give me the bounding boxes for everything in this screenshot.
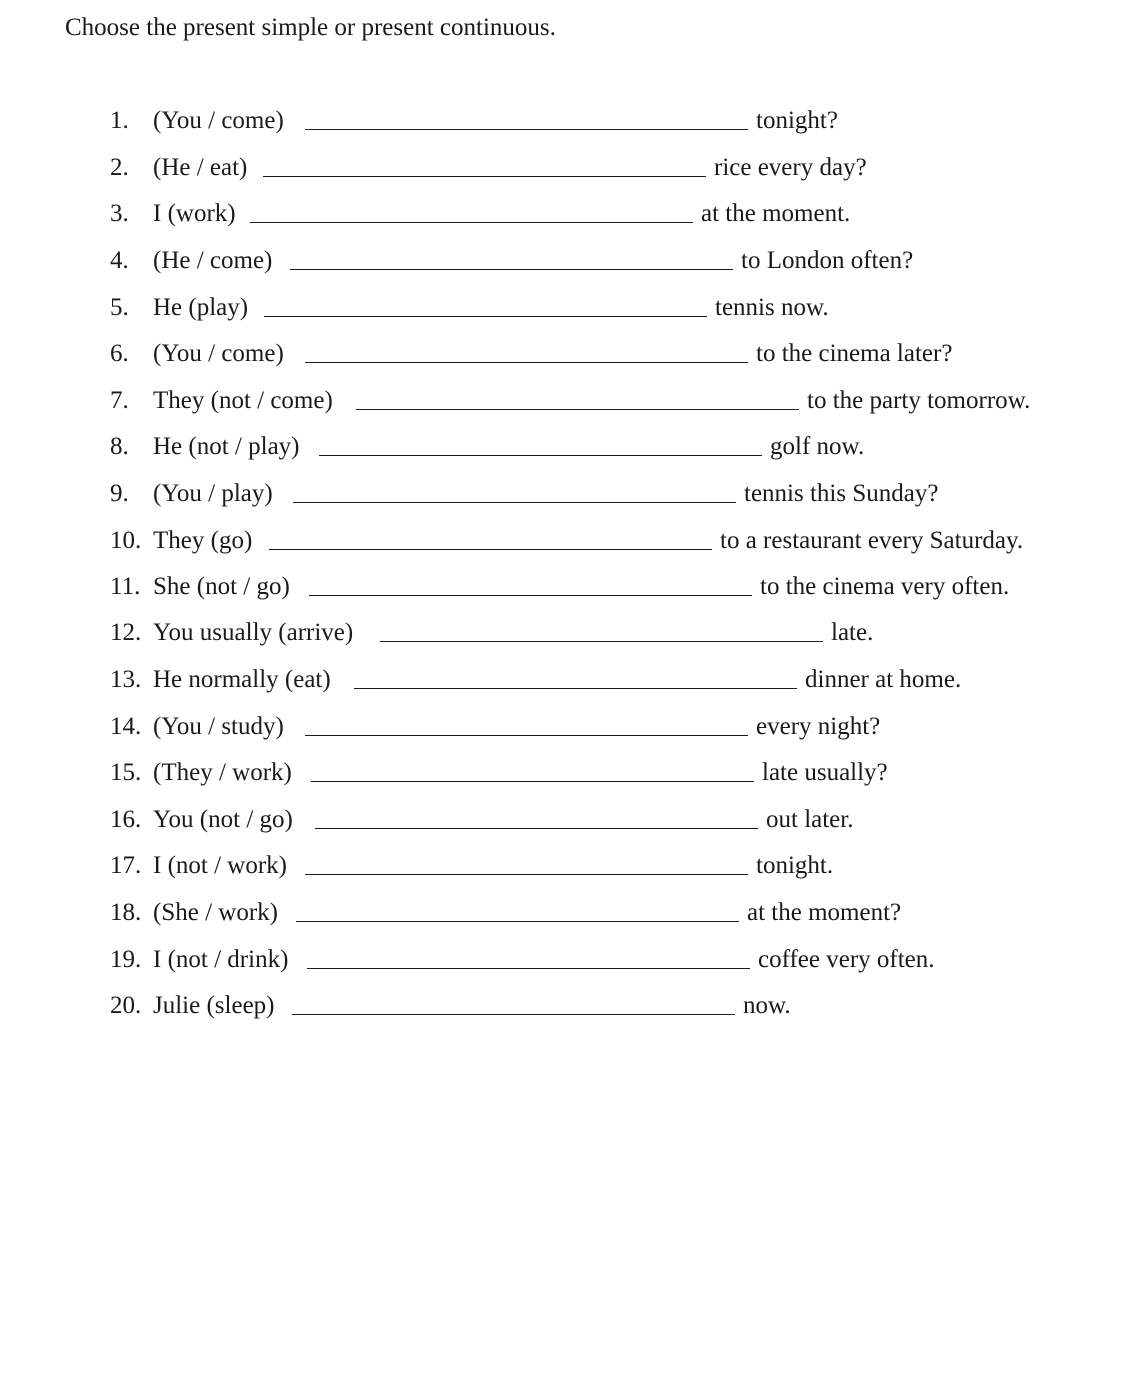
answer-blank[interactable] bbox=[263, 176, 706, 177]
item-ending: tonight? bbox=[756, 107, 838, 134]
exercise-item bbox=[0, 569, 1125, 605]
item-ending: late usually? bbox=[762, 759, 888, 786]
instruction-heading: Choose the present simple or present continuous. bbox=[65, 14, 556, 41]
item-prompt: He (not / play) bbox=[153, 433, 300, 460]
answer-blank[interactable] bbox=[311, 781, 754, 782]
exercise-item bbox=[0, 662, 1125, 698]
answer-blank[interactable] bbox=[319, 455, 762, 456]
answer-blank[interactable] bbox=[307, 968, 750, 969]
item-ending: tonight. bbox=[756, 852, 834, 879]
exercise-item bbox=[0, 336, 1125, 372]
exercise-item bbox=[0, 988, 1125, 1024]
item-ending: dinner at home. bbox=[805, 666, 962, 693]
item-ending: to the party tomorrow. bbox=[807, 387, 1031, 414]
answer-blank[interactable] bbox=[356, 409, 799, 410]
item-number: 7. bbox=[110, 387, 129, 414]
item-number: 5. bbox=[110, 294, 129, 321]
answer-blank[interactable] bbox=[296, 921, 739, 922]
item-ending: tennis this Sunday? bbox=[744, 480, 939, 507]
answer-blank[interactable] bbox=[305, 129, 748, 130]
item-prompt: (You / come) bbox=[153, 340, 284, 367]
answer-blank[interactable] bbox=[292, 1014, 735, 1015]
item-number: 17. bbox=[110, 852, 142, 879]
item-prompt: They (not / come) bbox=[153, 387, 333, 414]
item-number: 2. bbox=[110, 154, 129, 181]
item-ending: coffee very often. bbox=[758, 946, 935, 973]
answer-blank[interactable] bbox=[380, 641, 823, 642]
exercise-item bbox=[0, 942, 1125, 978]
exercise-item bbox=[0, 383, 1125, 419]
item-prompt: I (not / work) bbox=[153, 852, 287, 879]
item-number: 12. bbox=[110, 619, 142, 646]
item-ending: tennis now. bbox=[715, 294, 829, 321]
answer-blank[interactable] bbox=[305, 362, 748, 363]
item-prompt: You usually (arrive) bbox=[153, 619, 354, 646]
exercise-item bbox=[0, 476, 1125, 512]
exercise-item bbox=[0, 150, 1125, 186]
item-ending: at the moment? bbox=[747, 899, 902, 926]
answer-blank[interactable] bbox=[305, 874, 748, 875]
item-prompt: He (play) bbox=[153, 294, 249, 321]
exercise-item bbox=[0, 895, 1125, 931]
item-number: 8. bbox=[110, 433, 129, 460]
item-number: 1. bbox=[110, 107, 129, 134]
item-prompt: (They / work) bbox=[153, 759, 292, 786]
item-ending: rice every day? bbox=[714, 154, 867, 181]
item-ending: now. bbox=[743, 992, 791, 1019]
exercise-item bbox=[0, 196, 1125, 232]
exercise-item bbox=[0, 615, 1125, 651]
item-ending: every night? bbox=[756, 713, 881, 740]
item-prompt: (She / work) bbox=[153, 899, 278, 926]
exercise-item bbox=[0, 243, 1125, 279]
item-prompt: (You / come) bbox=[153, 107, 284, 134]
item-ending: late. bbox=[831, 619, 874, 646]
item-number: 15. bbox=[110, 759, 142, 786]
answer-blank[interactable] bbox=[305, 735, 748, 736]
answer-blank[interactable] bbox=[309, 595, 752, 596]
exercise-item bbox=[0, 709, 1125, 745]
item-prompt: He normally (eat) bbox=[153, 666, 331, 693]
item-ending: to the cinema very often. bbox=[760, 573, 1010, 600]
exercise-item bbox=[0, 429, 1125, 465]
answer-blank[interactable] bbox=[269, 549, 712, 550]
item-number: 14. bbox=[110, 713, 142, 740]
item-ending: golf now. bbox=[770, 433, 865, 460]
exercise-item bbox=[0, 290, 1125, 326]
item-number: 4. bbox=[110, 247, 129, 274]
exercise-item bbox=[0, 103, 1125, 139]
item-number: 20. bbox=[110, 992, 142, 1019]
item-ending: at the moment. bbox=[701, 200, 851, 227]
item-number: 6. bbox=[110, 340, 129, 367]
answer-blank[interactable] bbox=[250, 222, 693, 223]
item-prompt: I (work) bbox=[153, 200, 236, 227]
item-number: 3. bbox=[110, 200, 129, 227]
item-ending: to London often? bbox=[741, 247, 914, 274]
exercise-item bbox=[0, 848, 1125, 884]
item-number: 11. bbox=[110, 573, 141, 600]
item-prompt: She (not / go) bbox=[153, 573, 290, 600]
answer-blank[interactable] bbox=[290, 269, 733, 270]
item-number: 18. bbox=[110, 899, 142, 926]
item-number: 9. bbox=[110, 480, 129, 507]
item-ending: to the cinema later? bbox=[756, 340, 953, 367]
item-number: 16. bbox=[110, 806, 142, 833]
answer-blank[interactable] bbox=[315, 828, 758, 829]
item-prompt: They (go) bbox=[153, 527, 253, 554]
item-number: 10. bbox=[110, 527, 142, 554]
exercise-item bbox=[0, 755, 1125, 791]
item-prompt: You (not / go) bbox=[153, 806, 293, 833]
item-ending: out later. bbox=[766, 806, 854, 833]
item-prompt: (He / eat) bbox=[153, 154, 248, 181]
answer-blank[interactable] bbox=[293, 502, 736, 503]
item-number: 13. bbox=[110, 666, 142, 693]
item-prompt: I (not / drink) bbox=[153, 946, 289, 973]
answer-blank[interactable] bbox=[264, 316, 707, 317]
answer-blank[interactable] bbox=[354, 688, 797, 689]
exercise-item bbox=[0, 523, 1125, 559]
item-prompt: (You / play) bbox=[153, 480, 273, 507]
item-number: 19. bbox=[110, 946, 142, 973]
exercise-item bbox=[0, 802, 1125, 838]
item-ending: to a restaurant every Saturday. bbox=[720, 527, 1024, 554]
item-prompt: (You / study) bbox=[153, 713, 284, 740]
item-prompt: (He / come) bbox=[153, 247, 273, 274]
item-prompt: Julie (sleep) bbox=[153, 992, 275, 1019]
